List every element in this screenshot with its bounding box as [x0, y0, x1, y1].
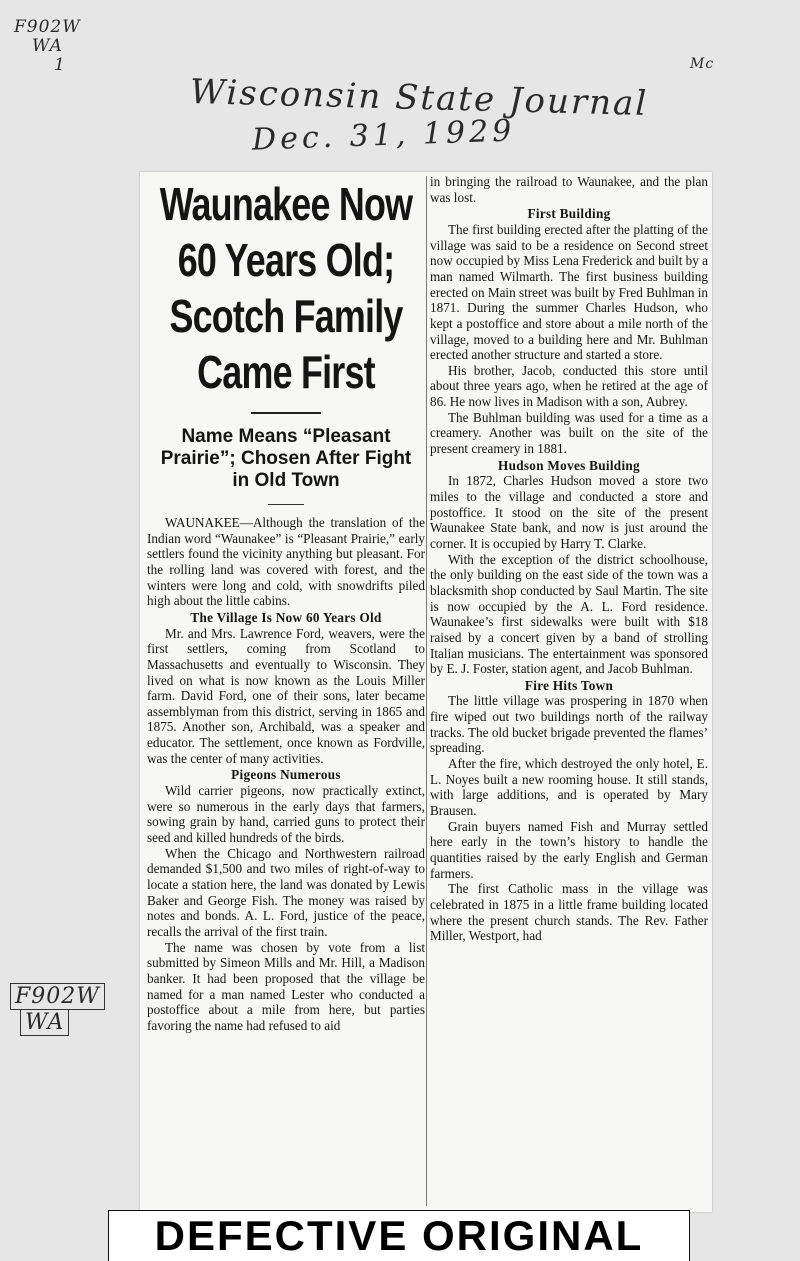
archive-tag-line: F902W [10, 983, 105, 1010]
article-paragraph: Mr. and Mrs. Lawrence Ford, weavers, were the first settlers, coming from Scotland to Massachusetts and eventually to Wisconsin. They lived on what is now known as the Louis Miller farm. David Ford, one of their sons, later became assemblyman from this district, serving in 1865 and 1875. Another son, Archibald, was a speaker and educator. The settlement, once known as Fordville, was the center of many activities. [147, 625, 425, 766]
section-subhead: Hudson Moves Building [498, 457, 640, 473]
right-column-body [430, 174, 708, 944]
article-paragraph: in bringing the railroad to Waunakee, and the plan was lost. [430, 174, 708, 205]
handwritten-source: Wisconsin State Journal [189, 72, 649, 124]
article-paragraph: The Buhlman building was used for a time as a creamery. Another was built on the site of the present creamery in 1881. [430, 409, 708, 457]
newspaper-clipping [140, 172, 712, 1212]
article-paragraph: WAUNAKEE—Although the translation of the Indian word “Waunakee” is “Pleasant Prairie,” early settlers found the vicinity anything but pleasant. For the rolling land was covered with forest, and the winters were long and cold, with snowdrifts piled high about the little cabins. [147, 515, 425, 609]
article-paragraph: When the Chicago and Northwestern railroad demanded $1,500 and two miles of right-of-way to locate a station here, the land was donated by Lewis Baker and George Fish. The money was raised by notes and bonds. A. L. Ford, justice of the peace, recalls the arrival of the first train. [147, 845, 425, 939]
article-paragraph: With the exception of the district schoolhouse, the only building on the east side of the town was a blacksmith shop conducted by Saul Martin. The site is now occupied by the A. L. Ford residence. Waunakee’s first sidewalks were built with $18 raised by a concert given by a band of strolling Italian musicians. The entertainment was sponsored by E. J. Foster, station agent, and Jacob Buhlman. [430, 551, 708, 677]
article-paragraph: The little village was prospering in 1870 when fire wiped out two buildings north of the railway tracks. The old bucket brigade prevented the flames’ spreading. [430, 693, 708, 756]
archive-tag-line: 1 [54, 55, 66, 75]
deck-rule [268, 504, 304, 505]
article-paragraph: The first Catholic mass in the village was celebrated in 1875 in a little frame building located where the present church stands. The Rev. Father Miller, Westport, had [430, 881, 708, 944]
archive-tag-left [10, 984, 105, 1036]
column-divider [426, 176, 427, 1206]
right-column [430, 174, 708, 944]
article-paragraph: Wild carrier pigeons, now practically extinct, were so numerous in the early days that farmers, sowing grain by hand, carried guns to protect their seed and killed hundreds of the birds. [147, 783, 425, 845]
article-paragraph: His brother, Jacob, conducted this store until about three years ago, when he retired at the age of 86. He now lives in Madison with a son, Aubrey. [430, 362, 708, 410]
archive-tag-line: F902W [14, 17, 81, 37]
section-subhead: First Building [527, 206, 611, 222]
subheadline-deck: Name Means “Pleasant Prairie”; Chosen After Fight in Old Town [160, 426, 412, 491]
article-paragraph: The name was chosen by vote from a list submitted by Simeon Mills and Mr. Hill, a Madison banker. It had been proposed that the village be named for a man named Lester who conducted a postoffice about a mile from here, but parties favoring the name had refused to aid [147, 939, 425, 1033]
headline-rule [251, 412, 321, 414]
article-paragraph: In 1872, Charles Hudson moved a store two miles to the village and conducted a store and postoffice. It stood on the site of the present Waunakee State bank, and now is just around the corner. It is occupied by Harry T. Clarke. [430, 473, 708, 551]
corner-mark: Mc [690, 56, 715, 72]
section-subhead: The Village Is Now 60 Years Old [190, 609, 382, 625]
article-paragraph: Grain buyers named Fish and Murray settled here early in the town’s history to handle the quantities raised by the early English and German farmers. [430, 818, 708, 881]
left-column [147, 172, 425, 1034]
archive-tag-top-left [14, 18, 81, 75]
section-subhead: Pigeons Numerous [231, 767, 341, 783]
section-subhead: Fire Hits Town [524, 677, 614, 693]
archive-tag-line: WA [20, 1009, 69, 1036]
defective-original-stamp: DEFECTIVE ORIGINAL [108, 1210, 690, 1261]
article-paragraph: After the fire, which destroyed the only hotel, E. L. Noyes built a new rooming house. It still stands, with large additions, and is operated by Mary Brausen. [430, 756, 708, 819]
archive-tag-line: WA [32, 36, 63, 56]
handwritten-date: Dec. 31, 1929 [251, 113, 516, 158]
left-column-body [147, 515, 425, 1034]
headline: Waunakee Now 60 Years Old; Scotch Family Came First [159, 178, 413, 398]
article-paragraph: The first building erected after the platting of the village was said to be a residence on Second street now occupied by Miss Lena Frederick and built by a man named Wilmarth. The first business building erected on Main street was built by Fred Buhlman in 1871. During the summer Charles Hudson, who kept a postoffice and store about a mile north of the village, moved to a building here and Mr. Buhlman erected another structure and started a store. [430, 221, 708, 363]
